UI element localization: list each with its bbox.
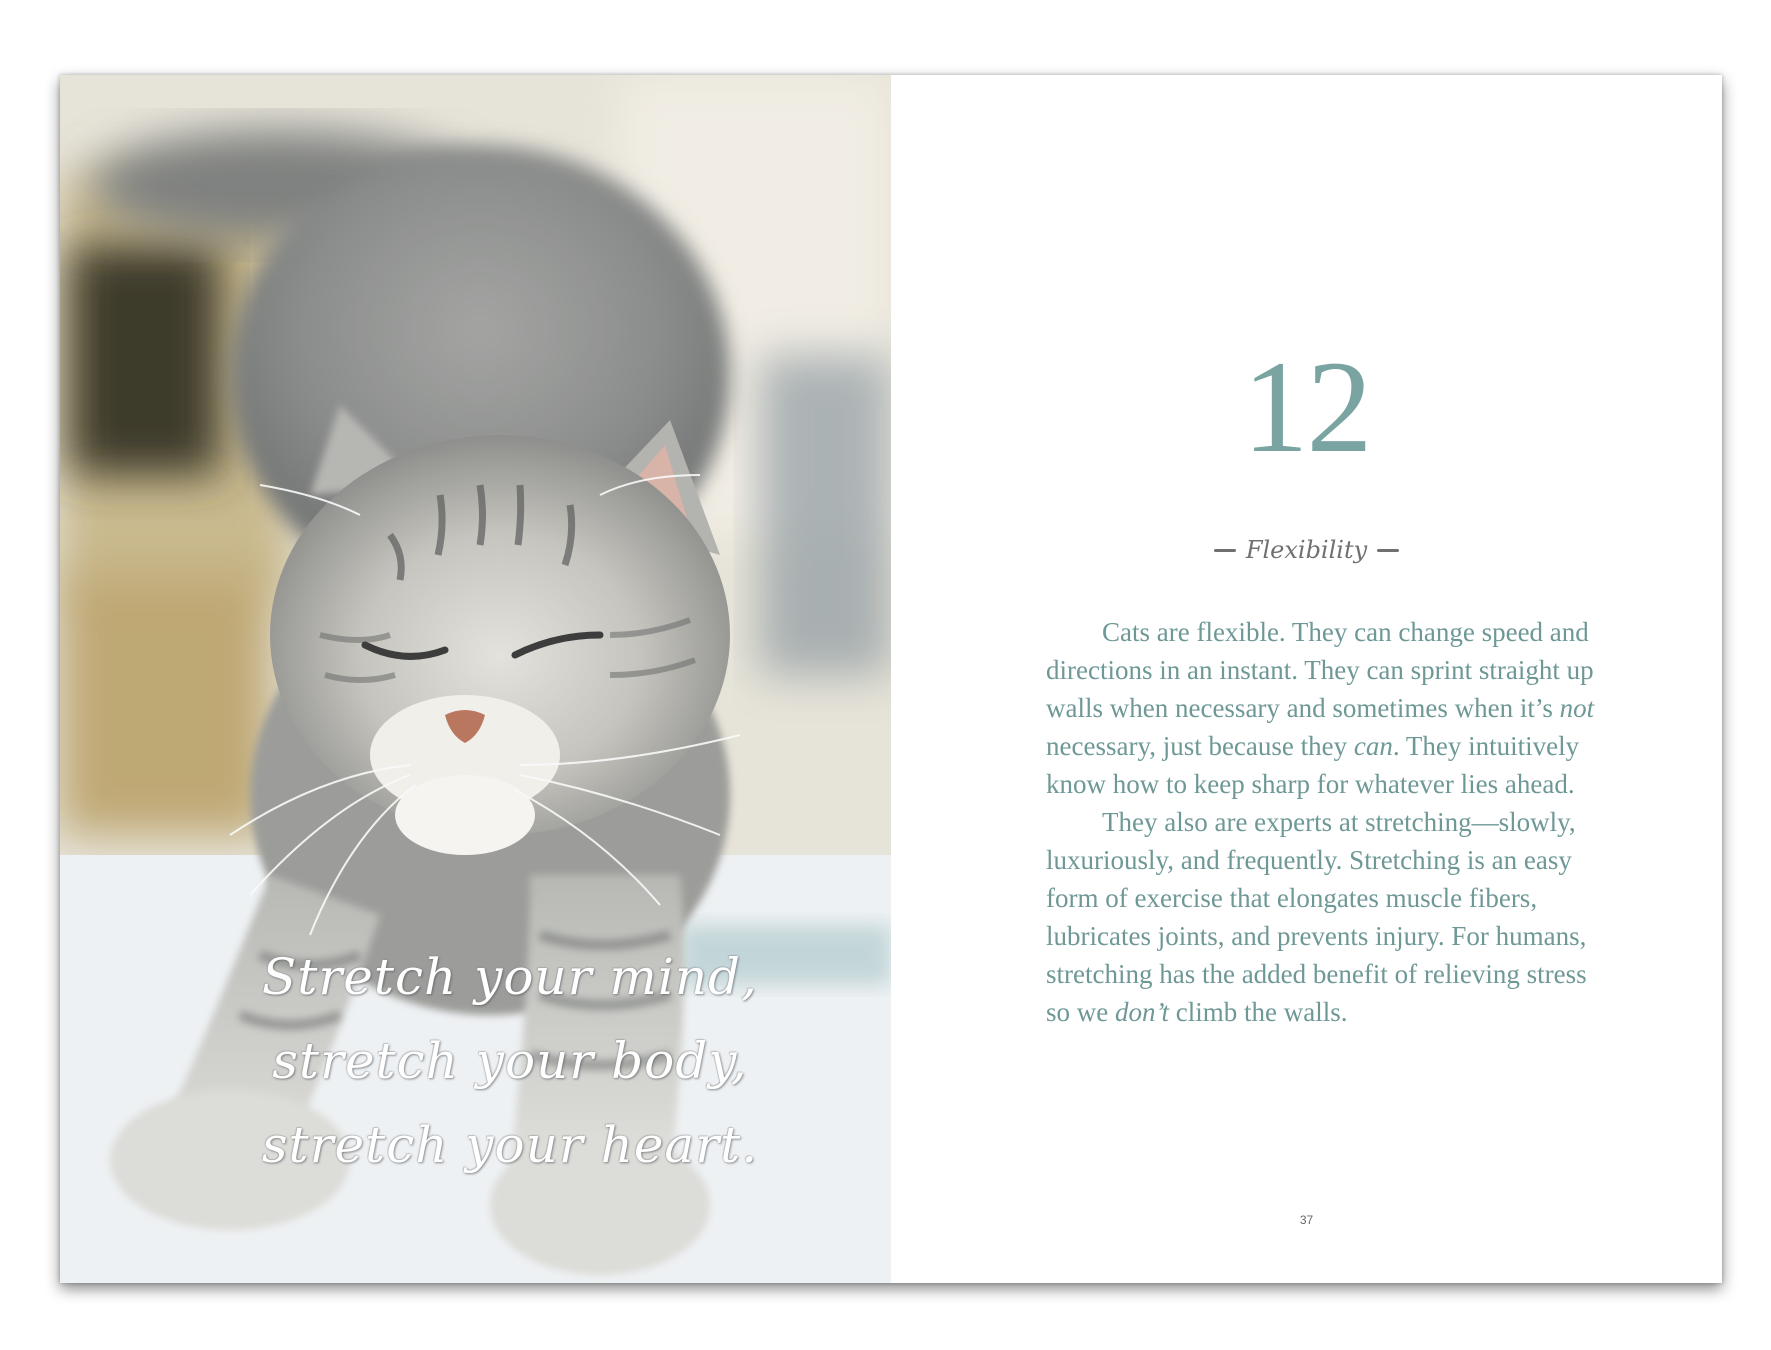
pull-quote (190, 935, 830, 1187)
p1-text-2: necessary, just because they (1046, 731, 1354, 761)
page-number: 37 (1299, 1213, 1314, 1227)
chapter-title-row (891, 530, 1722, 570)
chapter-number: 12 (1242, 333, 1371, 480)
p1-text-1: Cats are flexible. They can change speed and directions in an instant. They can sprint straight up walls when necessary and sometimes when it’s (1046, 617, 1594, 723)
quote-line-3: stretch your heart. (261, 1116, 759, 1174)
left-page (60, 75, 891, 1283)
p1-emphasis-can: can (1353, 731, 1393, 761)
chapter-title: Flexibility (1245, 536, 1368, 564)
paragraph-2 (1046, 803, 1606, 1031)
quote-line-2: stretch your body, (272, 1032, 748, 1090)
paragraph-1 (1046, 613, 1606, 803)
p2-text-1: They also are experts at stretching—slowly, luxuriously, and frequently. Stretching is an easy form of exercise that elongates muscle fibers, lubricates joints, and prevents injury. For humans, stretching has the added benefit of relieving stress so we (1046, 807, 1587, 1027)
book-spread (60, 75, 1722, 1283)
p2-emphasis-dont: don’t (1115, 997, 1169, 1027)
title-dash-right (1377, 549, 1399, 552)
quote-line-1: Stretch your mind, (262, 948, 758, 1006)
body-text (1046, 613, 1606, 1031)
p2-text-2: climb the walls. (1169, 997, 1348, 1027)
p1-text-3: . They intuitively know how to keep sharp for whatever lies ahead. (1046, 731, 1580, 799)
right-page (891, 75, 1722, 1283)
title-dash-left (1214, 549, 1236, 552)
p1-emphasis-not: not (1559, 693, 1595, 723)
